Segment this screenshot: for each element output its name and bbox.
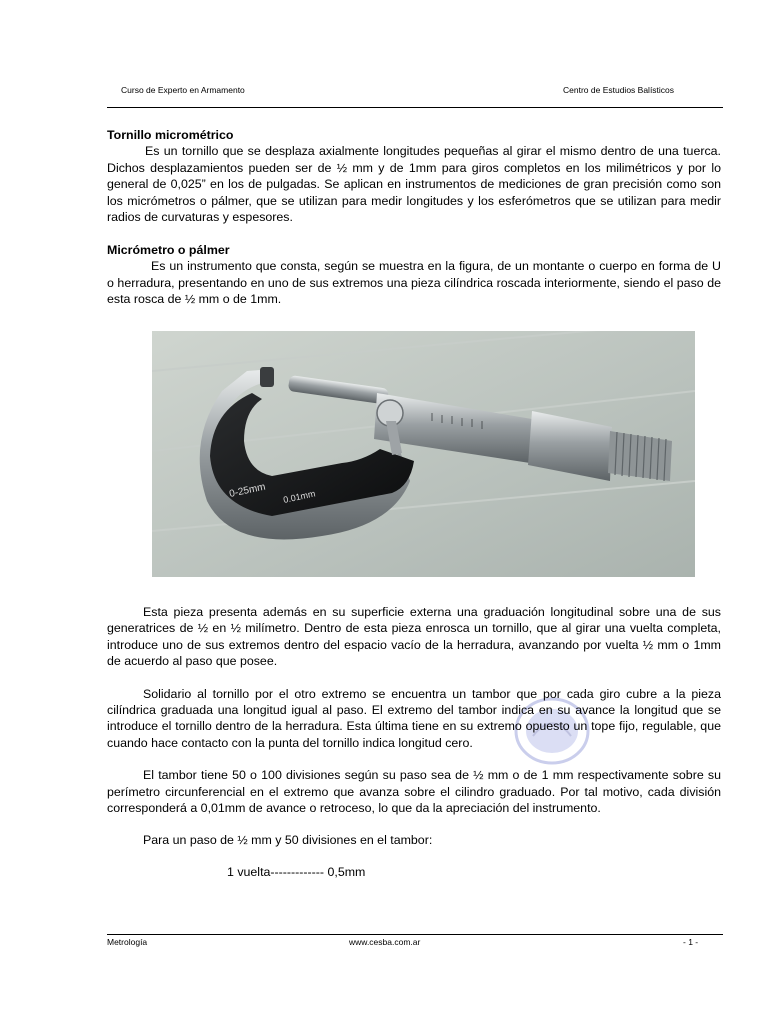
section-title: Micrómetro o pálmer [107,243,230,257]
header-left: Curso de Experto en Armamento [121,85,245,95]
section-micrometro [107,242,721,308]
header-rule [107,107,723,108]
footer-rule [107,934,723,935]
footer-url: www.cesba.com.ar [349,937,421,947]
section-tornillo [107,127,721,225]
header-right: Centro de Estudios Balísticos [563,85,675,95]
formula-line: 1 vuelta------------- 0,5mm [227,865,366,879]
paragraph: Es un instrumento que consta, según se muestra en la figura, de un montante o cuerpo en forma de U o herradura, presentando en uno de sus extremos una pieza cilíndrica roscada interiormente, siendo el paso de esta rosca de ½ mm o de 1mm. [107,259,721,307]
frame-range-label: 0-25mm [228,481,267,500]
page-number: - 1 - [683,937,699,947]
paragraph: Solidario al tornillo por el otro extremo se encuentra un tambor que por cada giro cubre a la pieza cilíndrica graduada una longitud igual al paso. El extremo del tambor indica en su avance la longitud que se introduce el tornillo dentro de la herradura. Esta última tiene en su extremo opuesto un tope fijo, regulable, que cuando hace contacto con la punta del tornillo indica longitud cero. [107,686,721,750]
micrometer-photo [152,331,695,577]
frame-precision-label: 0.01mm [282,488,317,505]
paragraph: Es un tornillo que se desplaza axialmente longitudes pequeñas al girar el mismo dentro de una tuerca. Dichos desplazamientos pueden ser de ½ mm y de 1mm para giros completos en los milimétricos y por lo general de 0,025” en los de pulgadas. Se aplican en instrumentos de mediciones de gran precisión como son los micrómetros o pálmer, que se utilizan para medir longitudes y los esferómetros que se utilizan para medir radios de curvaturas y espesores. [107,144,721,225]
footer-left: Metrología [107,937,148,947]
paragraph: Esta pieza presenta además en su superficie externa una graduación longitudinal sobre una de sus generatrices de ½ en ½ milímetro. Dentro de esta pieza enrosca un tornillo, que al girar una vuelta completa, introduce uno de sus extremos dentro del espacio vacío de la herradura, avanzando por vuelta ½ mm o 1mm de acuerdo al paso que posee. [107,605,721,669]
body-paragraphs [107,604,721,849]
paragraph: El tambor tiene 50 o 100 divisiones según su paso sea de ½ mm o de 1 mm respectivamente sobre su perímetro circunferencial en el extremo que avanza sobre el cilindro graduado. Por tal motivo, cada división corresponderá a 0,01mm de avance o retroceso, lo que da la apreciación del instrumento. [107,768,721,816]
section-title: Tornillo micrométrico [107,128,234,142]
paragraph: Para un paso de ½ mm y 50 divisiones en el tambor: [143,833,433,848]
